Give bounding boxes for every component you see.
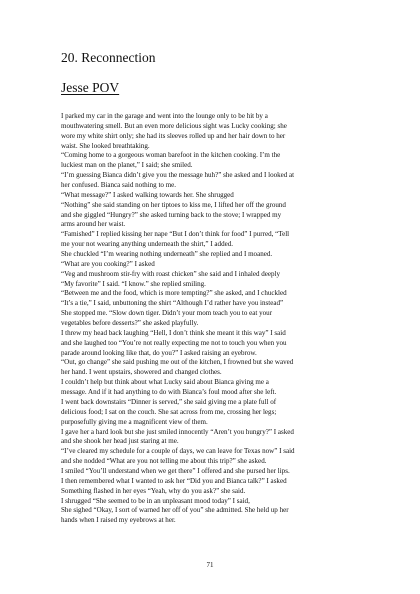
text-line: “I’m guessing Bianca didn’t give you the message huh?” she asked and I looked at: [61, 171, 295, 180]
text-line: “Nothing” she said standing on her tiptoes to kiss me, I lifted her off the ground: [61, 200, 286, 209]
text-line: She sighed “Okay, I sort of warned her off of you” she admitted. She held up her: [61, 506, 289, 515]
text-line: “What message?” I asked walking towards her. She shrugged: [61, 190, 234, 199]
text-line: message. And if it had anything to do with Bianca’s foul mood after she left.: [61, 388, 277, 397]
text-line: her hand. I went upstairs, showered and changed clothes.: [61, 368, 222, 377]
text-line: me your not wearing anything underneath the shirt,” I added.: [61, 240, 234, 249]
text-line: I couldn’t help but think about what Lucky said about Bianca giving me a: [61, 378, 269, 387]
text-line: her confused. Bianca said nothing to me.: [61, 181, 177, 190]
text-line: vegetables before desserts?” she asked playfully.: [61, 319, 199, 328]
page-number: 71: [206, 561, 214, 569]
text-line: “Coming home to a gorgeous woman barefoot in the kitchen cooking. I’m the: [61, 151, 281, 160]
chapter-title: 20. Reconnection: [61, 50, 156, 65]
text-line: I threw my head back laughing “Hell, I don’t think she meant it this way” I said: [61, 328, 286, 337]
text-line: “What are you cooking?” I asked: [61, 259, 155, 268]
text-line: I parked my car in the garage and went into the lounge only to be hit by a: [61, 112, 268, 120]
text-line: purposefully giving me a magnificent view of them.: [61, 417, 208, 426]
text-line: and she nodded “What are you not telling me about this trip?” she asked.: [61, 457, 267, 466]
text-line: She chuckled “I’m wearing nothing underneath” she replied and I moaned.: [61, 250, 273, 259]
text-line: wore my white shirt only; she had its sleeves rolled up and her hair down to her: [61, 131, 286, 140]
text-line: “Between me and the food, which is more tempting?” she asked, and I chuckled: [61, 289, 287, 298]
text-line: and she giggled “Hungry?” she asked turning back to the stove; I wrapped my: [61, 210, 282, 219]
text-line: delicious food; I sat on the couch. She sat across from me, crossing her legs;: [61, 407, 277, 416]
text-line: I went back downstairs “Dinner is served,” she said giving me a plate full of: [61, 397, 277, 406]
text-line: I gave her a hard look but she just smiled innocently “Aren’t you hungry?” I asked: [61, 427, 294, 436]
text-line: “I’ve cleared my schedule for a couple of days, we can leave for Texas now” I said: [61, 447, 295, 456]
text-line: and she laughed too “You’re not really expecting me not to touch you when you: [61, 338, 287, 347]
text-line: “Famished” I replied kissing her nape “But I don’t think for food” I purred, “Tell: [61, 230, 290, 239]
text-line: mouthwatering smell. But an even more delicious sight was Lucky cooking; she: [61, 121, 287, 130]
text-line: “My favorite” I said. “I know.” she replied smiling.: [61, 279, 206, 288]
text-line: She stopped me. “Slow down tiger. Didn’t your mom teach you to eat your: [61, 309, 273, 318]
text-line: I then remembered what I wanted to ask her “Did you and Bianca talk?” I asked: [61, 476, 287, 485]
text-line: I smiled “You’ll understand when we get there” I offered and she pursed her lips.: [61, 466, 290, 475]
text-line: “Veg and mushroom stir-fry with roast chicken” she said and I inhaled deeply: [61, 269, 281, 278]
text-line: luckiest man on the planet,” I said; she smiled.: [61, 161, 193, 170]
text-line: Something flashed in her eyes “Yeah, why do you ask?” she said.: [61, 486, 246, 495]
text-line: hands when I raised my eyebrows at her.: [61, 516, 176, 525]
text-line: parade around looking like that, do you?” I asked raising an eyebrow.: [61, 348, 257, 357]
text-line: “It’s a tie,” I said, unbuttoning the shirt “Although I’d rather have you instead”: [61, 299, 284, 308]
text-line: I shrugged “She seemed to be in an unpleasant mood today” I said,: [61, 496, 250, 505]
text-line: arms around her waist.: [61, 220, 126, 229]
pov-heading: Jesse POV: [61, 80, 120, 95]
text-line: waist. She looked breathtaking.: [61, 141, 150, 150]
text-line: and she shook her head just staring at me.: [61, 437, 179, 446]
text-line: “Out, go change” she said pushing me out of the kitchen, I frowned but she waved: [61, 358, 294, 367]
body-text: [61, 112, 373, 526]
